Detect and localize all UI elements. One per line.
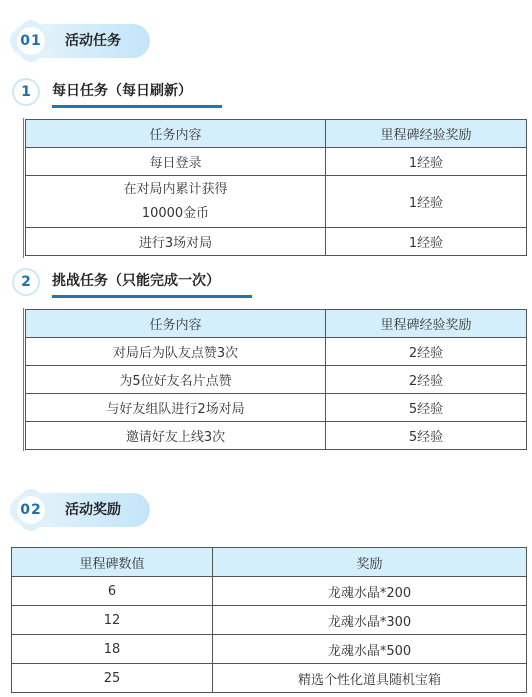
section-title: 活动任务 [65, 33, 121, 49]
reward-cell: 1经验 [326, 176, 527, 228]
table-row [26, 422, 527, 450]
rewards-table [11, 547, 527, 693]
subheading-title: 每日任务（每日刷新） [52, 83, 192, 99]
task-line: 10000金币 [141, 205, 210, 221]
header-milestone-value: 里程碑数值 [12, 548, 213, 577]
task-cell: 为5位好友名片点赞 [26, 366, 326, 394]
subheading-underline [52, 105, 222, 108]
subheading-number: 2 [21, 274, 31, 290]
reward-cell: 2经验 [326, 366, 527, 394]
table-row [26, 148, 527, 176]
subheading-number: 1 [21, 84, 31, 100]
reward-cell: 龙魂水晶*500 [213, 635, 527, 664]
daily-task-table [25, 119, 527, 256]
milestone-cell: 25 [12, 664, 213, 693]
milestone-cell: 18 [12, 635, 213, 664]
table-row [12, 635, 527, 664]
task-cell: 对局后为队友点赞3次 [26, 338, 326, 366]
subheading-title: 挑战任务（只能完成一次） [52, 273, 220, 289]
header-reward: 奖励 [213, 548, 527, 577]
table-row [12, 606, 527, 635]
reward-cell: 1经验 [326, 228, 527, 256]
table-header-row [26, 310, 527, 338]
reward-cell: 5经验 [326, 422, 527, 450]
milestone-cell: 12 [12, 606, 213, 635]
reward-cell: 1经验 [326, 148, 527, 176]
timeline-line [23, 308, 24, 451]
subheading-daily [12, 78, 222, 106]
milestone-cell: 6 [12, 577, 213, 606]
task-cell: 与好友组队进行2场对局 [26, 394, 326, 422]
table-row [12, 577, 527, 606]
header-milestone-reward: 里程碑经验奖励 [326, 120, 527, 148]
table-row [26, 366, 527, 394]
header-task-content: 任务内容 [26, 120, 326, 148]
table-header-row [12, 548, 527, 577]
reward-cell: 精选个性化道具随机宝箱 [213, 664, 527, 693]
table-header-row [26, 120, 527, 148]
subheading-challenge [12, 268, 252, 296]
table-row [26, 394, 527, 422]
reward-cell: 龙魂水晶*200 [213, 577, 527, 606]
reward-cell: 龙魂水晶*300 [213, 606, 527, 635]
table-row [26, 228, 527, 256]
task-line: 在对局内累计获得 [123, 181, 228, 197]
section-header-tasks [10, 21, 155, 61]
table-row [26, 176, 527, 228]
section-number: 01 [20, 33, 42, 49]
task-cell: 邀请好友上线3次 [26, 422, 326, 450]
table-row [26, 338, 527, 366]
subheading-underline [52, 295, 252, 298]
section-number: 02 [20, 502, 42, 518]
header-milestone-reward: 里程碑经验奖励 [326, 310, 527, 338]
table-row [12, 664, 527, 693]
task-cell [26, 176, 326, 228]
reward-cell: 2经验 [326, 338, 527, 366]
task-cell: 每日登录 [26, 148, 326, 176]
task-cell: 进行3场对局 [26, 228, 326, 256]
reward-cell: 5经验 [326, 394, 527, 422]
timeline-line [23, 118, 24, 258]
section-header-rewards [10, 490, 155, 530]
section-title: 活动奖励 [65, 502, 121, 518]
header-task-content: 任务内容 [26, 310, 326, 338]
challenge-task-table [25, 309, 527, 450]
